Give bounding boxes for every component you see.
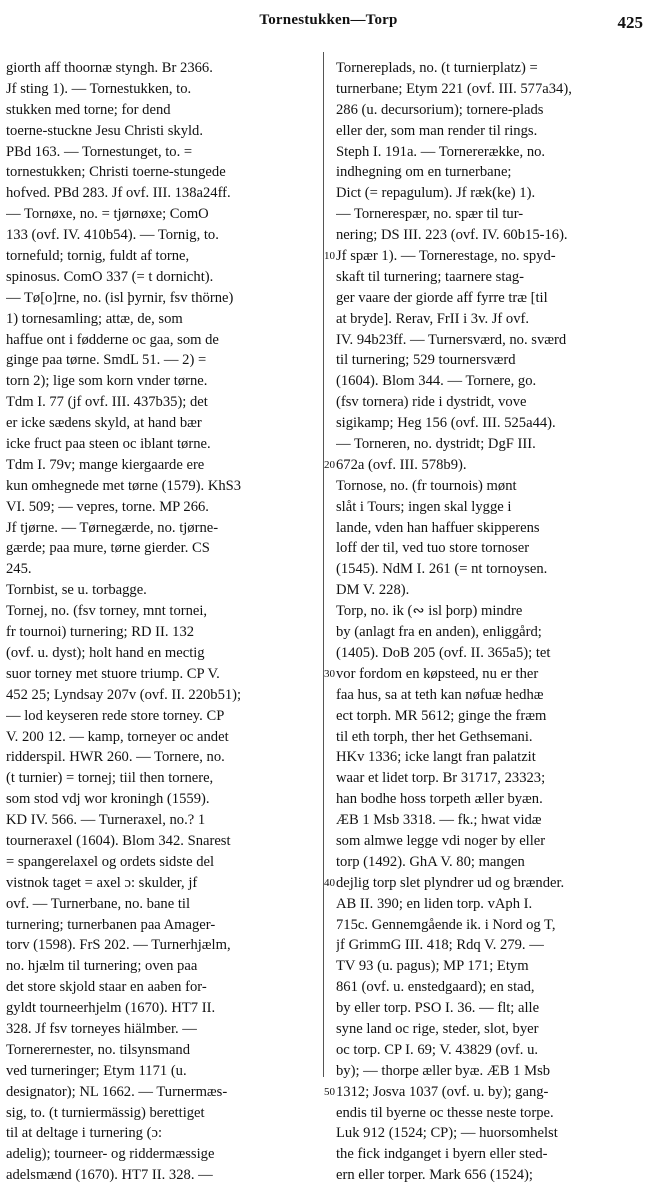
left-column-line: designator); NL 1662. — Turnermæs- — [6, 1083, 228, 1100]
left-column-line: no. hjælm til turnering; oven paa — [6, 958, 198, 975]
left-column-line: til at deltage i turnering (ɔ: — [6, 1125, 163, 1142]
right-column-line: til eth torph, ther het Gethsemani. — [336, 728, 533, 745]
left-column-line: er icke sædens skyld, at hand bær — [6, 415, 202, 432]
left-column-line: sig, to. (t turniermässig) berettiget — [6, 1104, 205, 1121]
left-column-line: PBd 163. — Tornestunget, to. = — [6, 143, 193, 160]
left-column-line: det store skjold staar en aaben for- — [6, 979, 207, 996]
right-column-line: turnerbane; Etym 221 (ovf. III. 577a34), — [336, 80, 572, 97]
right-column-line: indhegning om en turnerbane; — [336, 164, 512, 181]
left-column-line: suor torney met stuore triump. CP V. — [6, 665, 220, 682]
left-column-line: 133 (ovf. IV. 410b54). — Tornig, to. — [6, 227, 219, 244]
left-column-line: gærde; paa mure, tørne gierder. CS — [6, 540, 210, 557]
left-column-line: som stod vdj wor kroningh (1559). — [6, 791, 210, 808]
left-column-line: adelsmænd (1670). HT7 II. 328. — — [6, 1167, 213, 1184]
right-column-line: Luk 912 (1524; CP); — huorsomhelst — [336, 1125, 558, 1142]
right-column-line: Torp, no. ik (∾ isl þorp) mindre — [336, 603, 523, 620]
right-column-line: eller der, som man render til rings. — [336, 122, 538, 139]
right-column-line: (1545). NdM I. 261 (= nt tornoysen. — [336, 561, 548, 578]
right-column-line: Tornose, no. (fr tournois) mønt — [336, 477, 517, 494]
right-column-line: at bryde]. Rerav, FrII i 3v. Jf ovf. — [336, 310, 530, 327]
left-column-line: = spangerelaxel og ordets sidste del — [6, 853, 215, 870]
left-column-line: tourneraxel (1604). Blom 342. Snarest — [6, 832, 231, 849]
left-column-line: (ovf. u. dyst); holt hand en mectig — [6, 644, 205, 661]
left-column-line: ved turneringer; Etym 1171 (u. — [6, 1062, 187, 1079]
left-column-line: KD IV. 566. — Turneraxel, no.? 1 — [6, 812, 206, 829]
right-column-line: AB II. 390; en liden torp. vAph I. — [336, 895, 533, 912]
left-column-line: turnering; turnerbanen paa Amager- — [6, 916, 216, 933]
left-column-line: spinosus. ComO 337 (= t dornicht). — [6, 268, 214, 285]
left-column-line: torv (1598). FrS 202. — Turnerhjælm, — [6, 937, 231, 954]
right-column-line: 672a (ovf. III. 578b9). — [336, 456, 467, 473]
running-head: Tornestukken—Torp — [259, 12, 398, 28]
right-column-line: skaft til turnering; taarnere stag- — [336, 268, 525, 285]
column-divider — [323, 52, 324, 1077]
right-column-line: dejlig torp slet plyndrer ud og brænder. — [336, 874, 565, 891]
left-column-line: ginge paa tørne. SmdL 51. — 2) = — [6, 352, 207, 369]
left-column-line: gyldt tourneerhjelm (1670). HT7 II. — [6, 1000, 216, 1017]
right-column-line: by (anlagt fra en anden), enliggård; — [336, 624, 542, 641]
right-column-line: 1312; Josva 1037 (ovf. u. by); gang- — [336, 1083, 549, 1100]
left-column-line: VI. 509; — vepres, torne. MP 266. — [6, 498, 209, 515]
left-column-line: fr tournoi) turnering; RD II. 132 — [6, 624, 195, 641]
left-column-line: — Tø[o]rne, no. (isl þyrnir, fsv thörne) — [6, 289, 234, 306]
left-column-line: Tornerernester, no. tilsynsmand — [6, 1041, 191, 1058]
right-column-line: by); — thorpe æller byæ. ÆB 1 Msb — [336, 1062, 551, 1079]
left-column-line: tornestukken; Christi toerne-stungede — [6, 164, 226, 181]
right-column-line: TV 93 (u. pagus); MP 171; Etym — [336, 958, 529, 975]
right-column-line: waar et lidet torp. Br 31717, 23323; — [336, 770, 546, 787]
right-column-line: IV. 94b23ff. — Turnersværd, no. sværd — [336, 331, 567, 348]
right-column-line: syne land oc rige, steder, slot, byer — [336, 1020, 539, 1037]
right-column-line: (1604). Blom 344. — Tornere, go. — [336, 373, 537, 390]
right-column-line: (fsv tornera) ride i dystridt, vove — [336, 394, 527, 411]
left-column-line: ridderspil. HWR 260. — Tornere, no. — [6, 749, 225, 766]
line-number: 10 — [324, 250, 335, 263]
left-column-line: hofved. PBd 283. Jf ovf. III. 138a24ff. — [6, 185, 231, 202]
right-column-line: ÆB 1 Msb 3318. — fk.; hwat vidæ — [336, 812, 542, 829]
right-column — [336, 58, 648, 1186]
left-column-line: icke fruct paa steen oc iblant tørne. — [6, 436, 211, 453]
left-column-line: Tornej, no. (fsv torney, mnt tornei, — [6, 603, 208, 620]
left-column-line: Tdm I. 77 (jf ovf. III. 437b35); det — [6, 394, 208, 411]
left-column-line: 1) tornesamling; attæ, de, som — [6, 310, 183, 327]
right-column-line: jf GrimmG III. 418; Rdq V. 279. — — [336, 937, 544, 954]
right-column-line: 861 (ovf. u. enstedgaard); en stad, — [336, 979, 535, 996]
right-column-line: endis til byerne oc thesse neste torpe. — [336, 1104, 554, 1121]
right-column-line: slåt i Tours; ingen skal lygge i — [336, 498, 512, 515]
line-number: 20 — [324, 459, 335, 472]
right-column-line: lande, vden han haffuer skipperens — [336, 519, 540, 536]
page-header — [0, 12, 657, 36]
left-column-line: adelig); tourneer- og riddermæssige — [6, 1146, 215, 1163]
left-column-line: Tdm I. 79v; mange kiergaarde ere — [6, 456, 205, 473]
right-column-line: loff der til, ved tuo store tornoser — [336, 540, 530, 557]
left-column-line: kun omhegnede met tørne (1579). KhS3 — [6, 477, 242, 494]
right-column-line: 715c. Gennemgående ik. i Nord og T, — [336, 916, 556, 933]
right-column-line: DM V. 228). — [336, 582, 410, 599]
left-column-line: torn 2); lige som korn vnder tørne. — [6, 373, 208, 390]
right-column-line: torp (1492). GhA V. 80; mangen — [336, 853, 525, 870]
left-column-line: — Tornøxe, no. = tjørnøxe; ComO — [6, 206, 209, 223]
right-column-line: Dict (= repagulum). Jf ræk(ke) 1). — [336, 185, 536, 202]
right-column-line: faa hus, sa at teth kan nøfuæ hedhæ — [336, 686, 544, 703]
line-number: 40 — [324, 877, 335, 890]
left-column-line: Jf tjørne. — Tørnegærde, no. tjørne- — [6, 519, 219, 536]
line-number: 50 — [324, 1086, 335, 1099]
left-column-line: (t turnier) = tornej; tiil then tornere, — [6, 770, 214, 787]
left-column-line: Jf sting 1). — Tornestukken, to. — [6, 80, 192, 97]
right-column-line: — Tornerespær, no. spær til tur- — [336, 206, 524, 223]
right-column-line: ect torph. MR 5612; ginge the fræm — [336, 707, 547, 724]
left-column-line: — lod keyseren rede store torney. CP — [6, 707, 225, 724]
left-column-line: ovf. — Turnerbane, no. bane til — [6, 895, 191, 912]
right-column-line: ger vaare der giorde aff fyrre træ [til — [336, 289, 548, 306]
right-column-line: Steph I. 191a. — Tornererække, no. — [336, 143, 546, 160]
left-column-line: haffue ont i fødderne oc gaa, som de — [6, 331, 219, 348]
right-column-line: sigikamp; Heg 156 (ovf. III. 525a44). — [336, 415, 556, 432]
left-column-line: 328. Jf fsv torneyes hiälmber. — — [6, 1020, 197, 1037]
right-column-line: som almwe legge vdi noger by eller — [336, 832, 546, 849]
left-column-line: vistnok taget = axel ɔ: skulder, jf — [6, 874, 198, 891]
right-column-line: the fick indganget i byern eller sted- — [336, 1146, 548, 1163]
right-column-line: ern eller torper. Mark 656 (1524); — [336, 1167, 533, 1184]
line-number: 30 — [324, 668, 335, 681]
left-column-line: Tornbist, se u. torbagge. — [6, 582, 147, 599]
right-column-line: til turnering; 529 tournersværd — [336, 352, 516, 369]
right-column-line: — Torneren, no. dystridt; DgF III. — [336, 436, 536, 453]
left-column-line: 245. — [6, 561, 32, 578]
left-column-line: V. 200 12. — kamp, torneyer oc andet — [6, 728, 229, 745]
right-column-line: vor fordom en køpsteed, nu er ther — [336, 665, 539, 682]
left-column-line: tornefuld; tornig, fuldt af torne, — [6, 248, 190, 265]
left-column-line: 452 25; Lyndsay 207v (ovf. II. 220b51); — [6, 686, 242, 703]
right-column-line: han bodhe hoss torpeth æller byæn. — [336, 791, 543, 808]
left-column-line: stukken med torne; for dend — [6, 101, 171, 118]
right-column-line: HKv 1336; icke langt fran palatzit — [336, 749, 536, 766]
right-column-line: by eller torp. PSO I. 36. — flt; alle — [336, 1000, 540, 1017]
right-column-line: 286 (u. decursorium); tornere-plads — [336, 101, 544, 118]
left-column-line: toerne-stuckne Jesu Christi skyld. — [6, 122, 203, 139]
right-column-line: oc torp. CP I. 69; V. 43829 (ovf. u. — [336, 1041, 539, 1058]
left-column-line: giorth aff thoornæ styngh. Br 2366. — [6, 60, 213, 76]
right-column-line: (1405). DoB 205 (ovf. II. 365a5); tet — [336, 644, 551, 661]
page-number: 425 — [617, 13, 643, 32]
right-column-line: Jf spær 1). — Tornerestage, no. spyd- — [336, 248, 556, 265]
right-column-line: nering; DS III. 223 (ovf. IV. 60b15-16). — [336, 227, 568, 244]
left-column — [6, 58, 312, 1186]
right-column-line: Tornereplads, no. (t turnierplatz) = — [336, 60, 538, 76]
